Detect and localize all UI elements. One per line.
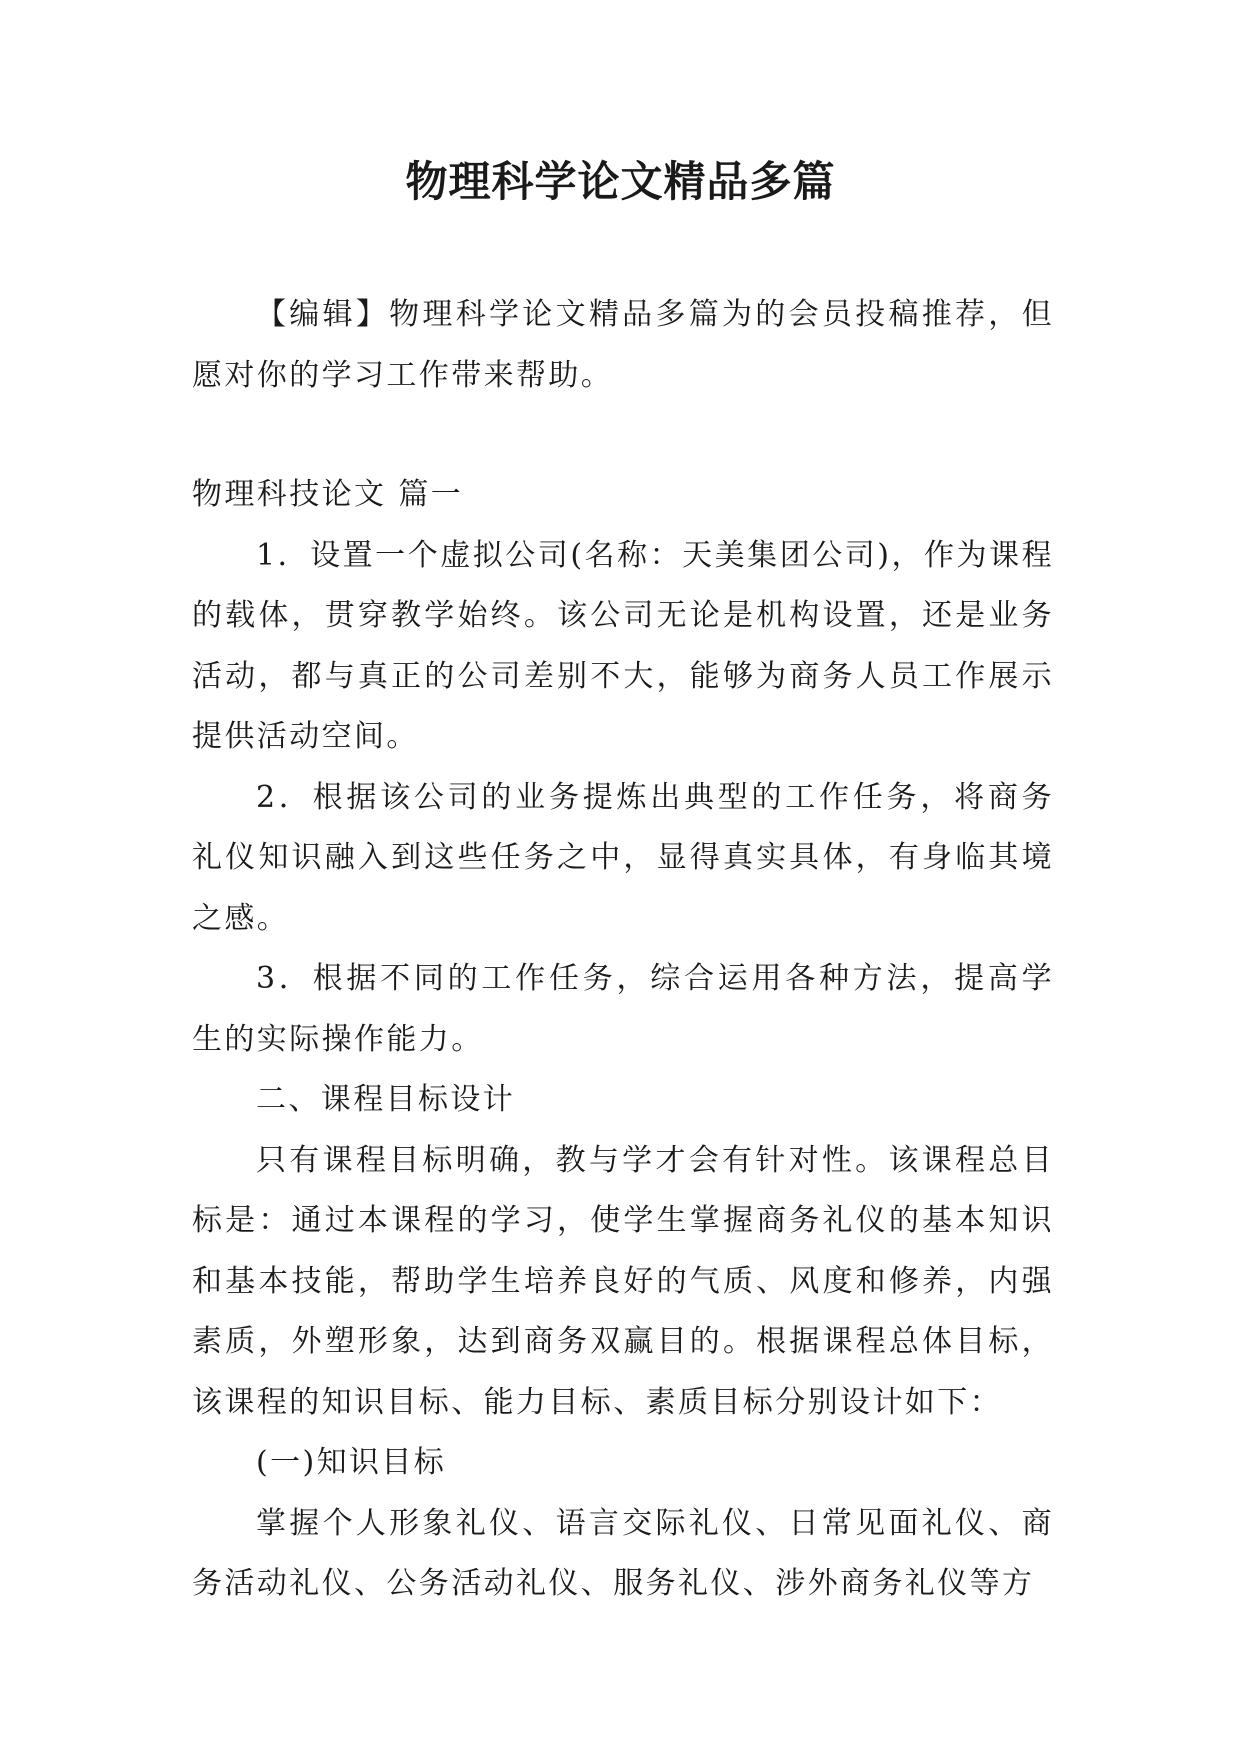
subheading-knowledge-goals: (一)知识目标 [256,1445,447,1480]
paragraph-2: 2．根据该公司的业务提炼出典型的工作任务，将商务礼仪知识融入到这些任务之中，显得真实具体，有身临其境之感。 [192,779,1054,936]
paragraph-knowledge: 掌握个人形象礼仪、语言交际礼仪、日常见面礼仪、商务活动礼仪、公务活动礼仪、服务礼仪、涉外商务礼仪等方 [192,1505,1054,1601]
intro-paragraph: 【编辑】物理科学论文精品多篇为的会员投稿推荐，但愿对你的学习工作带来帮助。 [192,297,1054,393]
paragraph-goals: 只有课程目标明确，教与学才会有针对性。该课程总目标是：通过本课程的学习，使学生掌握商务礼仪的基本知识和基本技能，帮助学生培养良好的气质、风度和修养，内强素质，外塑形象，达到商务双赢目的。根据课程总体目标，该课程的知识目标、能力目标、素质目标分别设计如下： [192,1142,1054,1420]
subheading-course-goals: 二、课程目标设计 [256,1082,516,1117]
document-body [192,285,1054,1615]
document-title: 物理科学论文精品多篇 [405,157,836,206]
paragraph-3: 3．根据不同的工作任务，综合运用各种方法，提高学生的实际操作能力。 [192,961,1054,1057]
section-heading: 物理科技论文 篇一 [192,477,464,512]
paragraph-1: 1．设置一个虚拟公司(名称：天美集团公司)，作为课程的载体，贯穿教学始终。该公司无论是机构设置，还是业务活动，都与真正的公司差别不大，能够为商务人员工作展示提供活动空间。 [192,537,1054,754]
